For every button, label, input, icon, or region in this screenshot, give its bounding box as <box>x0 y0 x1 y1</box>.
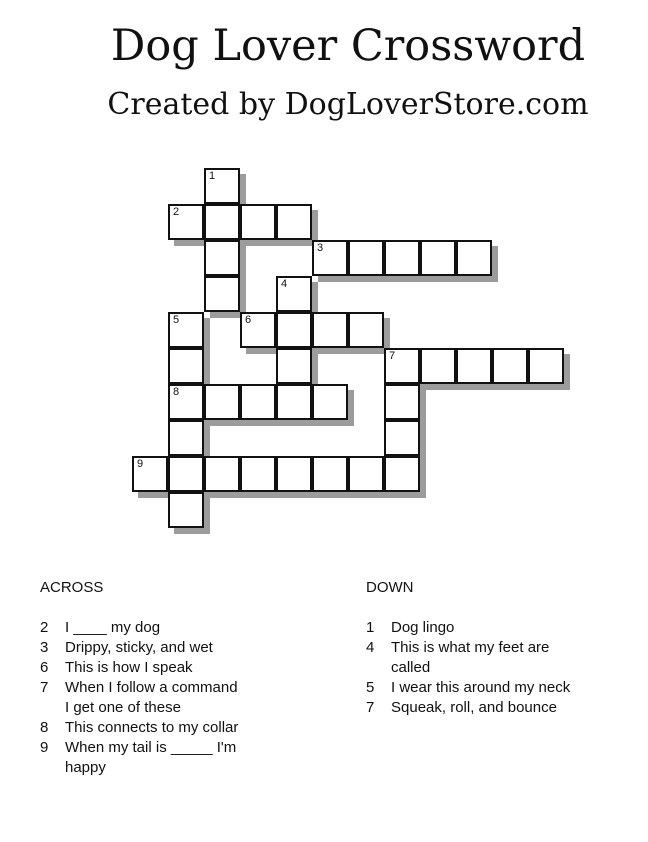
clue-number: 6 <box>40 659 49 676</box>
clue-number: 8 <box>40 719 49 736</box>
cell-number: 7 <box>389 350 396 362</box>
clue-across-3 <box>40 638 240 658</box>
clue-text: Squeak, roll, and bounce <box>391 699 557 716</box>
clue-text: This is how I speak <box>65 659 193 676</box>
crossword-cell[interactable] <box>240 312 276 348</box>
down-heading: DOWN <box>366 579 414 596</box>
crossword-cell[interactable] <box>204 456 240 492</box>
cell-number: 6 <box>245 314 252 326</box>
crossword-cell[interactable] <box>276 276 312 312</box>
crossword-cell[interactable] <box>132 456 168 492</box>
down-clues <box>366 578 586 718</box>
clue-text: This is what my feet are called <box>391 639 550 676</box>
crossword-cell[interactable] <box>348 240 384 276</box>
crossword-cell[interactable] <box>168 456 204 492</box>
clue-number: 4 <box>366 639 375 656</box>
crossword-cell[interactable] <box>168 312 204 348</box>
clue-text: Drippy, sticky, and wet <box>65 639 213 656</box>
crossword-cell[interactable] <box>204 240 240 276</box>
clue-down-5 <box>366 678 586 698</box>
crossword-cell[interactable] <box>348 312 384 348</box>
crossword-cell[interactable] <box>168 492 204 528</box>
clue-number: 3 <box>40 639 49 656</box>
cell-number: 3 <box>317 242 324 254</box>
page-title: Dog Lover Crossword <box>110 21 586 71</box>
crossword-cell[interactable] <box>276 204 312 240</box>
across-clues <box>40 578 240 778</box>
crossword-cell[interactable] <box>168 420 204 456</box>
crossword-cell[interactable] <box>528 348 564 384</box>
crossword-cell[interactable] <box>204 204 240 240</box>
crossword-cell[interactable] <box>348 456 384 492</box>
crossword-cell[interactable] <box>204 384 240 420</box>
clue-number: 5 <box>366 679 375 696</box>
crossword-cell[interactable] <box>456 240 492 276</box>
clue-text: I ____ my dog <box>65 619 161 636</box>
clue-text: I wear this around my neck <box>391 679 571 696</box>
clue-across-7 <box>40 678 240 718</box>
clue-text: Dog lingo <box>391 619 455 636</box>
crossword-cell[interactable] <box>168 384 204 420</box>
clue-number: 9 <box>40 739 49 756</box>
crossword-cell[interactable] <box>420 240 456 276</box>
clue-down-7 <box>366 698 586 718</box>
crossword-cell[interactable] <box>384 384 420 420</box>
clue-number: 2 <box>40 619 49 636</box>
clue-number: 7 <box>40 679 49 696</box>
crossword-cell[interactable] <box>204 168 240 204</box>
cell-number: 8 <box>173 386 180 398</box>
clue-across-8 <box>40 718 240 738</box>
across-heading: ACROSS <box>40 579 104 596</box>
crossword-cell[interactable] <box>384 420 420 456</box>
crossword-cell[interactable] <box>384 240 420 276</box>
clue-down-4 <box>366 638 586 678</box>
clue-down-1 <box>366 618 586 638</box>
crossword-cell[interactable] <box>168 204 204 240</box>
crossword-cell[interactable] <box>384 348 420 384</box>
crossword-cell[interactable] <box>204 276 240 312</box>
crossword-cell[interactable] <box>276 312 312 348</box>
clue-across-9 <box>40 738 240 778</box>
cell-number: 9 <box>137 458 144 470</box>
crossword-cell[interactable] <box>492 348 528 384</box>
crossword-cell[interactable] <box>240 456 276 492</box>
crossword-cell[interactable] <box>456 348 492 384</box>
clue-text: When my tail is _____ I'm happy <box>65 739 237 776</box>
crossword-cell[interactable] <box>276 456 312 492</box>
crossword-cell[interactable] <box>312 384 348 420</box>
crossword-cell[interactable] <box>384 456 420 492</box>
crossword-cell[interactable] <box>240 384 276 420</box>
cell-number: 5 <box>173 314 180 326</box>
page-subtitle: Created by DogLoverStore.com <box>107 87 589 122</box>
clue-number: 7 <box>366 699 375 716</box>
crossword-cell[interactable] <box>312 240 348 276</box>
crossword-cell[interactable] <box>312 456 348 492</box>
crossword-cell[interactable] <box>168 348 204 384</box>
crossword-cell[interactable] <box>240 204 276 240</box>
clue-across-2 <box>40 618 240 638</box>
crossword-cell[interactable] <box>276 348 312 384</box>
crossword-cell[interactable] <box>420 348 456 384</box>
cell-number: 4 <box>281 278 288 290</box>
clue-across-6 <box>40 658 240 678</box>
clue-number: 1 <box>366 619 375 636</box>
cell-number: 2 <box>173 206 180 218</box>
cell-number: 1 <box>209 170 216 182</box>
clue-text: This connects to my collar <box>65 719 239 736</box>
crossword-cell[interactable] <box>276 384 312 420</box>
crossword-cell[interactable] <box>312 312 348 348</box>
clue-text: When I follow a command I get one of these <box>65 679 238 716</box>
